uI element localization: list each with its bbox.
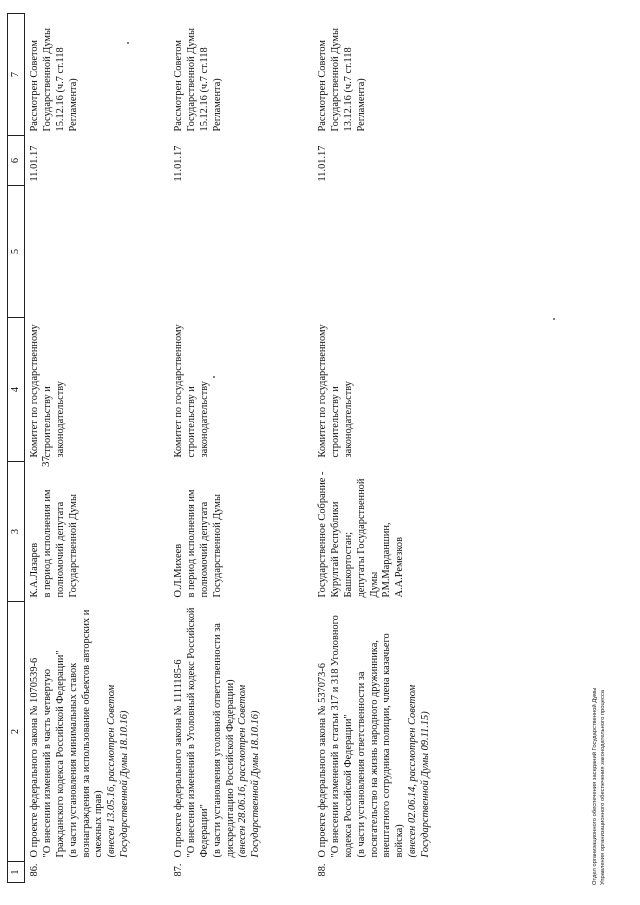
status-cell: Рассмотрен Советом Государственной Думы 15.12.16 (ч.7 ст.118 Регламента)	[29, 28, 79, 132]
bill-title: О проекте федерального закона № 1111185-6 "О внесении изменений в Уголовный кодекс Российской Федерации" (в части установления уголовной ответственности за дискредитацию Российской Федерации)	[173, 607, 236, 858]
agenda-table	[7, 13, 532, 883]
status-cell: Рассмотрен Советом Государственной Думы 15.12.16 (ч.7 ст.118 Регламента)	[173, 28, 223, 132]
table-row	[169, 14, 313, 883]
bill-author: О.Л.Михеев в период исполнения им полномочий депутата Государственной Думы	[173, 489, 223, 598]
responsible-committee: Комитет по государственному строительству и законодательству	[173, 324, 210, 458]
column-header: 5	[8, 186, 25, 318]
status-cell: Рассмотрен Советом Государственной Думы 13.12.16 (ч.7 ст.118 Регламента)	[317, 28, 367, 132]
bill-title: О проекте федерального закона № 537073-6 "О внесении изменений в статьи 317 и 318 Уголовного кодекса Российской Федерации" (в части установления ответственности за посягательство на жизнь народного дружинника, внештатного сотрудника полиции, члена казачьего войска)	[317, 615, 406, 858]
column-header: 4	[8, 318, 25, 462]
column-header: 6	[8, 136, 25, 186]
column-header: 2	[8, 602, 25, 862]
page-number: 37	[40, 456, 52, 467]
column-header: 1	[8, 862, 25, 883]
date-cell: 11.01.17	[317, 145, 328, 182]
footer-line: Отдел организационного обеспечения заседаний Государственной Думы	[592, 687, 598, 885]
column-5-cell	[169, 186, 313, 318]
scan-speck	[213, 376, 215, 378]
table-header-row	[8, 14, 25, 883]
row-number: 88.	[317, 863, 328, 877]
bill-author: Государственное Собрание - Курултай Республики Башкортостан; депутаты Государственной Думы Р.М.Марданшин, А.А.Ремезков	[317, 471, 406, 598]
row-number: 87.	[173, 863, 184, 877]
scan-speck	[127, 42, 129, 44]
responsible-committee: Комитет по государственному строительству и законодательству	[29, 324, 66, 458]
date-cell: 11.01.17	[29, 145, 40, 182]
table-row	[313, 14, 532, 883]
bill-note: (внесен 13.05.16, рассмотрен Советом Государственной Думы 18.10.16)	[106, 684, 131, 858]
bill-author: К.А.Лазарев в период исполнения им полномочий депутата Государственной Думы	[29, 489, 79, 598]
bill-note: (внесен 02.06.14, рассмотрен Советом Государственной Думы 09.11.15)	[407, 684, 432, 858]
responsible-committee: Комитет по государственному строительству и законодательству	[317, 324, 354, 458]
scan-speck	[553, 318, 555, 320]
footer-note	[592, 688, 608, 885]
bill-description	[25, 602, 170, 862]
column-header: 7	[8, 14, 25, 136]
column-header: 3	[8, 462, 25, 602]
date-cell: 11.01.17	[173, 145, 184, 182]
footer-line: Управления организационного обеспечения законодательного процесса	[599, 689, 606, 885]
bill-description	[169, 602, 313, 862]
bill-title: О проекте федерального закона № 1070539-6 "О внесении изменений в часть четвертую Гражданского кодекса Российской Федерации" (в части установления минимальных ставок вознаграждения за использование объектов авторских и смежных прав)	[29, 609, 105, 858]
column-5-cell	[313, 186, 532, 318]
bill-description	[313, 602, 532, 862]
table-row	[25, 14, 170, 883]
column-5-cell	[25, 186, 170, 318]
bill-note: (внесен 28.06.16, рассмотрен Советом Государственной Думы 18.10.16)	[237, 684, 262, 858]
row-number: 86.	[29, 863, 40, 877]
